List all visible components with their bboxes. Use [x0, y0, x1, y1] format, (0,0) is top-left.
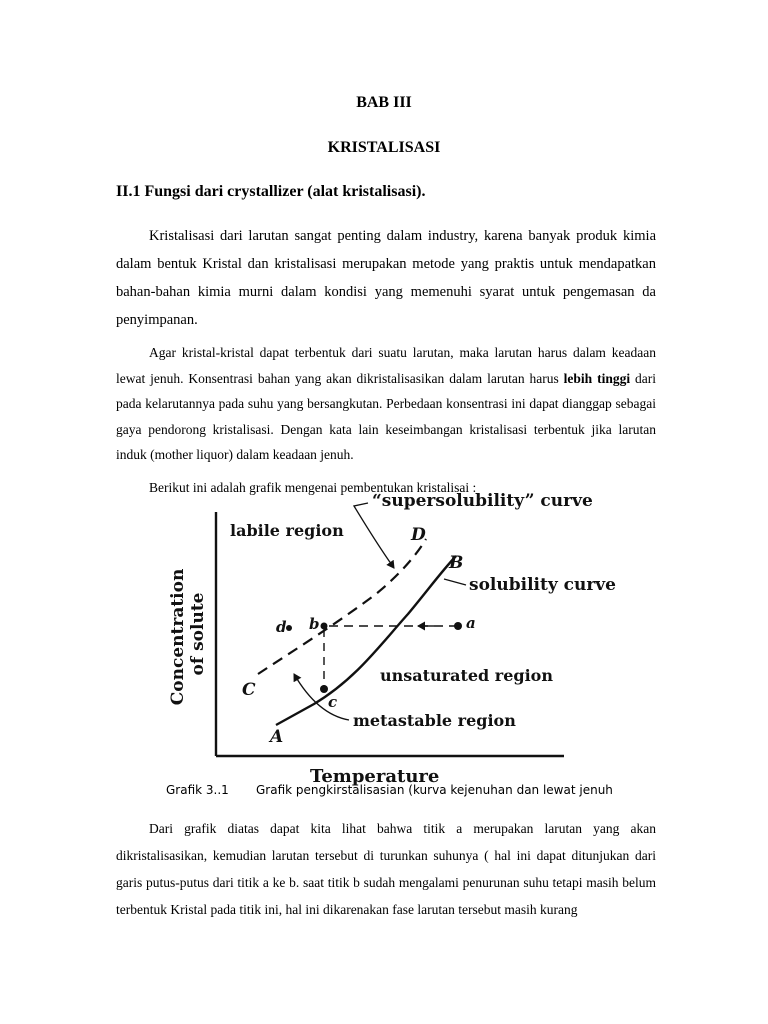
chapter-label: BAB III: [356, 94, 412, 111]
solubility-curve: [276, 556, 456, 725]
y-axis-label-line-1: Concentration: [168, 568, 188, 706]
curve-end-c: C: [242, 680, 256, 700]
paragraph-2-text-before: Agar kristal-kristal dapat terbentuk dari suatu larutan, maka larutan harus dalam keadaan lewat jenuh. Konsentrasi bahan yang akan dikristalisasikan dalam larutan harus: [116, 345, 656, 386]
metastable-callout-line: [294, 674, 349, 720]
point-d: [286, 625, 292, 631]
y-axis-label: [168, 563, 208, 706]
solubility-callout-line: [444, 579, 466, 585]
paragraph-3: [116, 815, 656, 923]
caption-number: Grafik 3..1: [166, 783, 229, 797]
unsaturated-region-label: unsaturated region: [380, 666, 553, 685]
point-label-a: a: [466, 614, 476, 632]
point-label-b: b: [309, 615, 320, 633]
supersolubility-callout-line: [354, 503, 394, 568]
figure-caption: [166, 783, 613, 797]
crystallization-chart: [136, 484, 616, 787]
paragraph-1-text: Kristalisasi dari larutan sangat penting dalam industry, karena banyak produk kimia dalam bentuk Kristal dan kristalisasi merupakan metode yang praktis untuk mendapatkan bahan-bahan kimia murni dalam kondisi yang memenuhi syarat untuk pengemasan da penyimpanan.: [116, 228, 656, 328]
solubility-label: solubility curve: [469, 575, 616, 595]
x-axis-label: Temperature: [310, 766, 440, 787]
point-b: [321, 623, 328, 630]
supersolubility-curve: [258, 539, 426, 674]
point-label-d: d: [276, 618, 287, 636]
paragraph-2: [116, 340, 656, 468]
paragraph-2-text-after: dari pada kelarutannya pada suhu yang bersangkutan. Perbedaan konsentrasi ini dapat dianggap sebagai gaya pendorong kristalisasi. Dengan kata lain keseimbangan kristalisasi terbentuk jika larutan induk (mother liquor) dalam keadaan jenuh.: [116, 370, 656, 462]
curve-end-b: B: [449, 553, 464, 573]
paragraph-3-text: Dari grafik diatas dapat kita lihat bahwa titik a merupakan larutan yang akan dikristalisasikan, kemudian larutan tersebut di turunkan suhunya ( hal ini dapat ditunjukan dari garis putus-putus dari titik a ke b. saat titik b sudah mengalami penurunan suhu tetapi masih belum terbentuk Kristal pada titik ini, hal ini dikarenakan fase larutan tersebut masih kurang: [116, 821, 656, 917]
y-axis-label-line-2: of solute: [188, 592, 208, 676]
paragraph-2-emphasis: lebih tinggi: [563, 370, 631, 386]
paragraph-1: [116, 222, 656, 334]
supersolubility-label: “supersolubility” curve: [372, 491, 593, 511]
page-title: KRISTALISASI: [327, 139, 441, 156]
metastable-region-label: metastable region: [353, 711, 516, 730]
point-label-c: c: [328, 693, 338, 711]
intro-line-text: Berikut ini adalah grafik mengenai pembentukan kristalisai :: [149, 480, 477, 495]
chart-svg: [136, 484, 616, 787]
point-c: [320, 685, 328, 693]
curve-end-a: A: [270, 727, 284, 747]
labile-region-label: labile region: [230, 521, 344, 540]
section-heading: II.1 Fungsi dari crystallizer (alat kristalisasi).: [116, 183, 426, 200]
caption-text: Grafik pengkirstalisasian (kurva kejenuhan dan lewat jenuh: [256, 783, 613, 797]
curve-end-d: D: [411, 525, 426, 545]
point-a: [454, 622, 462, 630]
